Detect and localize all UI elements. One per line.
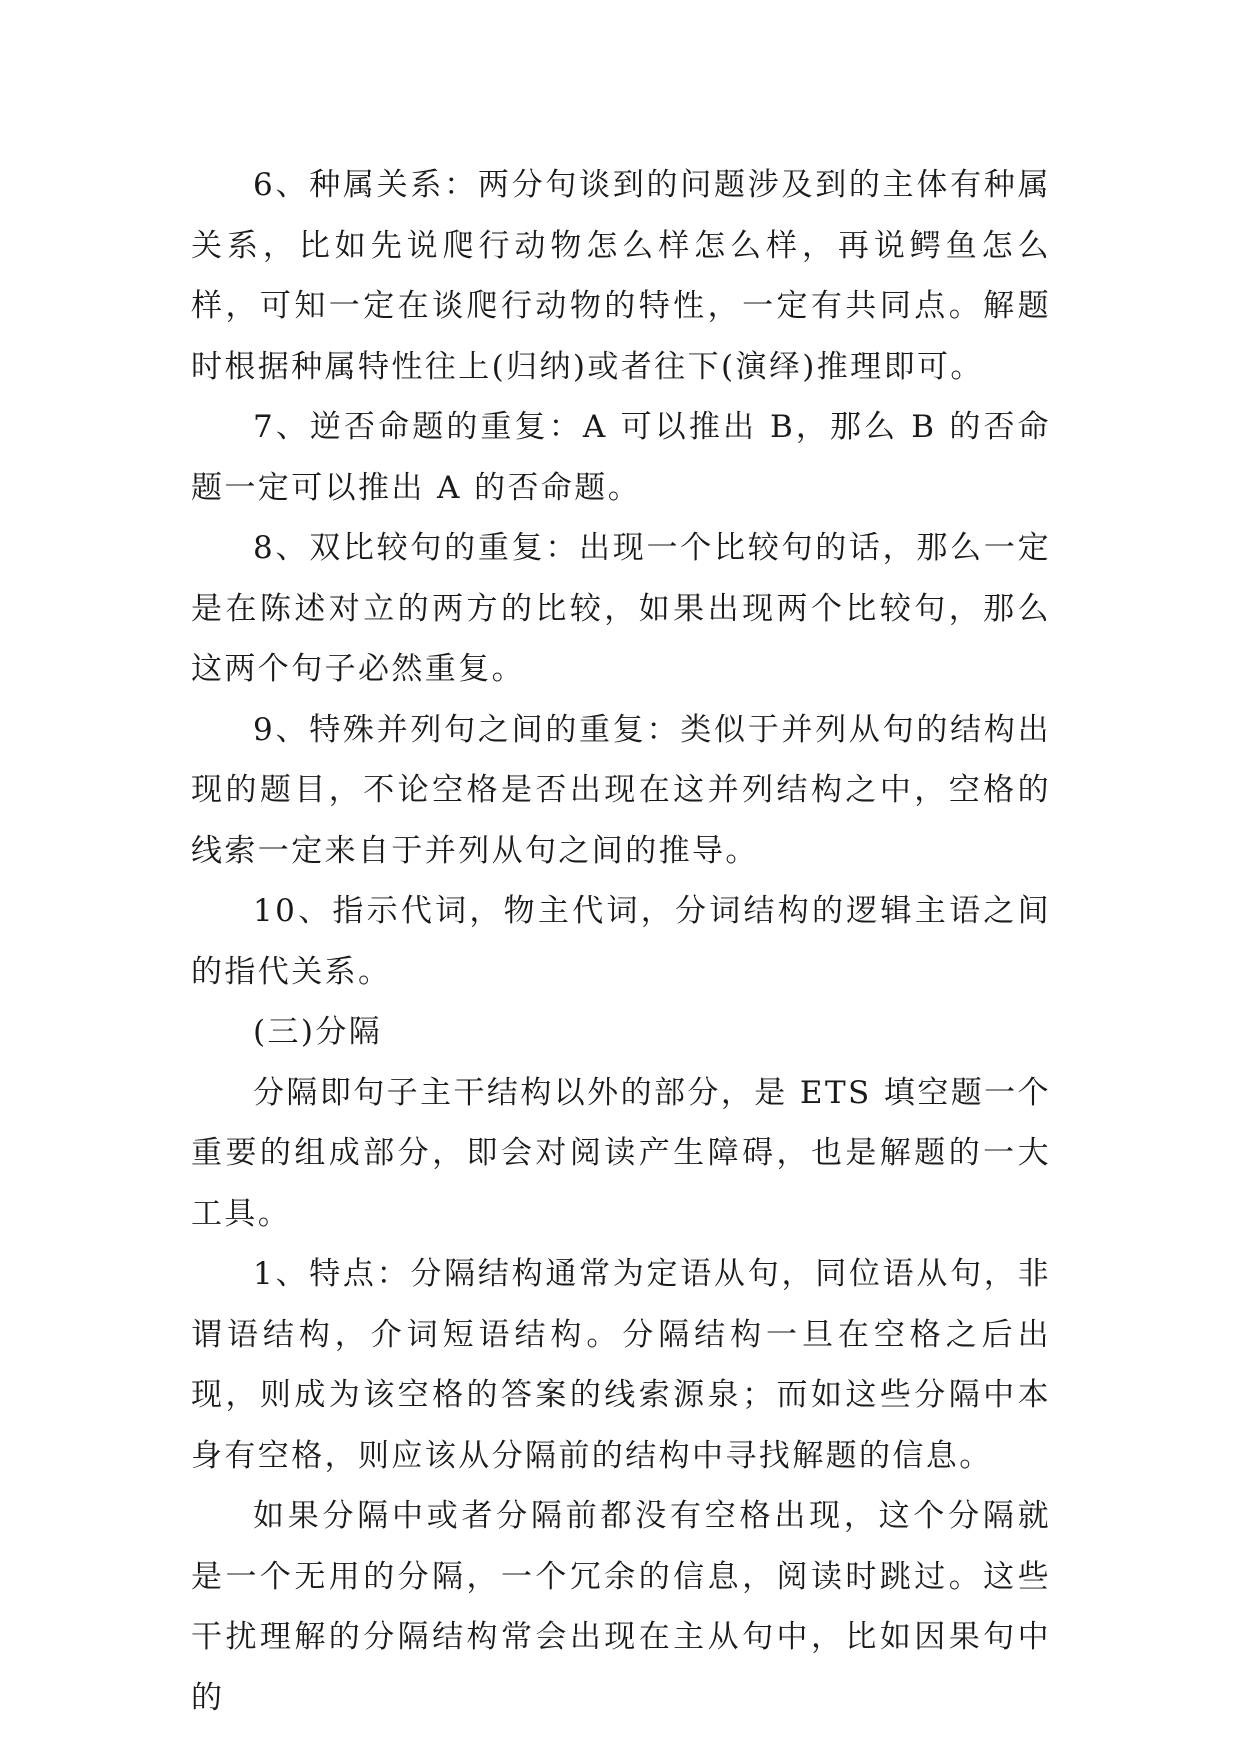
paragraph-double-comparison: 8、双比较句的重复：出现一个比较句的话，那么一定是在陈述对立的两方的比较，如果出现两个比较句，那么这两个句子必然重复。	[191, 530, 1051, 687]
paragraph-separation-features: 1、特点：分隔结构通常为定语从句，同位语从句，非谓语结构，介词短语结构。分隔结构一旦在空格之后出现，则成为该空格的答案的线索源泉；而如这些分隔中本身有空格，则应该从分隔前的结构中寻找解题的信息。	[191, 1256, 1051, 1474]
section-heading-separation: (三)分隔	[253, 1014, 383, 1050]
document-body	[191, 155, 1051, 1728]
paragraph-separation-intro: 分隔即句子主干结构以外的部分，是 ETS 填空题一个重要的组成部分，即会对阅读产生障碍，也是解题的一大工具。	[191, 1074, 1051, 1232]
paragraph-pronoun-reference: 10、指示代词，物主代词，分词结构的逻辑主语之间的指代关系。	[191, 893, 1051, 990]
paragraph-genus-species: 6、种属关系：两分句谈到的问题涉及到的主体有种属关系，比如先说爬行动物怎么样怎么样，再说鳄鱼怎么样，可知一定在谈爬行动物的特性，一定有共同点。解题时根据种属特性往上(归纳)或者往下(演绎)推理即可。	[191, 167, 1051, 385]
paragraph-useless-separation: 如果分隔中或者分隔前都没有空格出现，这个分隔就是一个无用的分隔，一个冗余的信息，阅读时跳过。这些干扰理解的分隔结构常会出现在主从句中，比如因果句中的	[191, 1498, 1051, 1716]
paragraph-contrapositive: 7、逆否命题的重复：A 可以推出 B，那么 B 的否命题一定可以推出 A 的否命题。	[191, 409, 1051, 506]
paragraph-parallel-clauses: 9、特殊并列句之间的重复：类似于并列从句的结构出现的题目，不论空格是否出现在这并列结构之中，空格的线索一定来自于并列从句之间的推导。	[191, 711, 1051, 869]
